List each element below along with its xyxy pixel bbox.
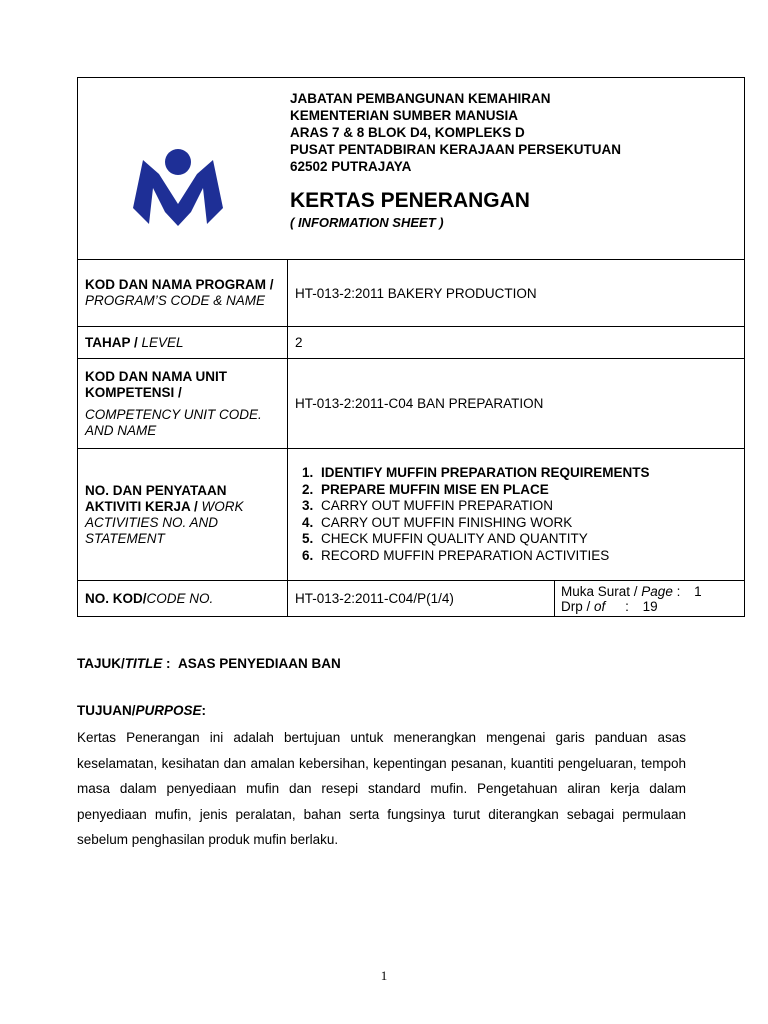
header-cell xyxy=(78,78,745,260)
activity-text: IDENTIFY MUFFIN PREPARATION REQUIREMENTS xyxy=(321,465,650,480)
of-value: 19 xyxy=(642,598,658,614)
page-count xyxy=(561,584,738,599)
title-label: TAJUK/ xyxy=(77,656,125,671)
page-info-cell xyxy=(555,581,745,617)
unit-label-italic: COMPETENCY UNIT CODE. AND NAME xyxy=(85,406,262,438)
activities-label-italic: WORK ACTIVITIES NO. AND STATEMENT xyxy=(85,498,244,546)
page-number: 1 xyxy=(380,968,388,983)
sheet-title: KERTAS PENERANGAN xyxy=(290,189,530,212)
level-value: 2 xyxy=(288,327,745,359)
activities-list xyxy=(302,465,737,564)
activity-number: 3. xyxy=(302,498,314,513)
title-line xyxy=(77,656,686,671)
of-label: Drp / xyxy=(561,598,591,614)
org-line: 62502 PUTRAJAYA xyxy=(290,159,412,174)
sheet-subtitle: ( INFORMATION SHEET ) xyxy=(290,215,444,230)
level-label xyxy=(78,327,288,359)
activity-number: 4. xyxy=(302,514,314,530)
code-value: HT-013-2:2011-C04/P(1/4) xyxy=(288,581,555,617)
purpose-label: TUJUAN/ xyxy=(77,703,136,718)
activity-number: 2. xyxy=(302,481,314,497)
page-label-italic: Page xyxy=(641,583,673,599)
activity-text: CARRY OUT MUFFIN FINISHING WORK xyxy=(321,514,573,530)
purpose-heading xyxy=(77,703,686,718)
title-label-italic: TITLE xyxy=(124,656,163,671)
activity-item xyxy=(302,465,737,482)
activities-label-bold: NO. DAN PENYATAAN AKTIVITI KERJA / xyxy=(85,482,227,514)
activity-text: RECORD MUFFIN PREPARATION ACTIVITIES xyxy=(321,547,610,563)
purpose-colon: : xyxy=(201,703,207,718)
activities-label xyxy=(78,449,288,581)
activity-item xyxy=(302,515,737,532)
page-label: Muka Surat / xyxy=(561,583,638,599)
purpose-label-italic: PURPOSE xyxy=(135,703,202,718)
activity-number: 6. xyxy=(302,547,314,563)
info-table xyxy=(77,77,745,617)
activity-text: CHECK MUFFIN QUALITY AND QUANTITY xyxy=(321,531,588,546)
program-value: HT-013-2:2011 BAKERY PRODUCTION xyxy=(288,260,745,327)
activity-number: 5. xyxy=(302,531,314,546)
page-sep: : xyxy=(676,583,681,599)
unit-label xyxy=(78,359,288,449)
program-label-bold: KOD DAN NAMA PROGRAM / xyxy=(85,277,274,292)
org-line: ARAS 7 & 8 BLOK D4, KOMPLEKS D xyxy=(290,125,525,140)
page-value: 1 xyxy=(694,583,702,599)
of-label-italic: of xyxy=(594,598,606,614)
code-label xyxy=(78,581,288,617)
unit-label-bold: KOD DAN NAMA UNIT KOMPETENSI / xyxy=(85,368,227,400)
activity-item xyxy=(302,482,737,499)
code-label-bold: NO. KOD/ xyxy=(85,590,147,606)
activity-item xyxy=(302,548,737,565)
activity-item xyxy=(302,531,737,548)
program-label-italic: PROGRAM’S CODE & NAME xyxy=(85,293,266,308)
total-pages xyxy=(561,599,738,614)
activity-text: PREPARE MUFFIN MISE EN PLACE xyxy=(321,481,549,497)
jpk-logo-icon xyxy=(133,148,223,228)
title-value: ASAS PENYEDIAAN BAN xyxy=(178,656,341,671)
org-line: KEMENTERIAN SUMBER MANUSIA xyxy=(290,108,519,123)
of-sep: : xyxy=(625,598,629,614)
activity-number: 1. xyxy=(302,465,314,480)
organization-address xyxy=(290,90,621,175)
org-line: JABATAN PEMBANGUNAN KEMAHIRAN xyxy=(290,91,551,106)
activity-text: CARRY OUT MUFFIN PREPARATION xyxy=(321,498,554,513)
level-label-bold: TAHAP / xyxy=(85,334,138,350)
activity-item xyxy=(302,498,737,515)
title-sep: : xyxy=(162,656,171,671)
program-label xyxy=(78,260,288,327)
activities-list-cell xyxy=(288,449,745,581)
purpose-paragraph: Kertas Penerangan ini adalah bertujuan untuk menerangkan mengenai garis panduan asas keselamatan, kesihatan dan amalan kebersihan, kepentingan pesanan, kuantiti pengeluaran, tempoh masa dalam penyediaan mufin dan resepi standard mufin. Pengetahuan aliran kerja dalam penyediaan mufin, jenis peralatan, bahan serta fungsinya turut diterangkan sebagai permulaan sebelum penghasilan produk mufin berlaku. xyxy=(77,730,686,847)
org-line: PUSAT PENTADBIRAN KERAJAAN PERSEKUTUAN xyxy=(290,142,622,157)
level-label-italic: LEVEL xyxy=(141,334,184,350)
code-label-italic: CODE NO. xyxy=(146,590,214,606)
unit-value: HT-013-2:2011-C04 BAN PREPARATION xyxy=(288,359,745,449)
